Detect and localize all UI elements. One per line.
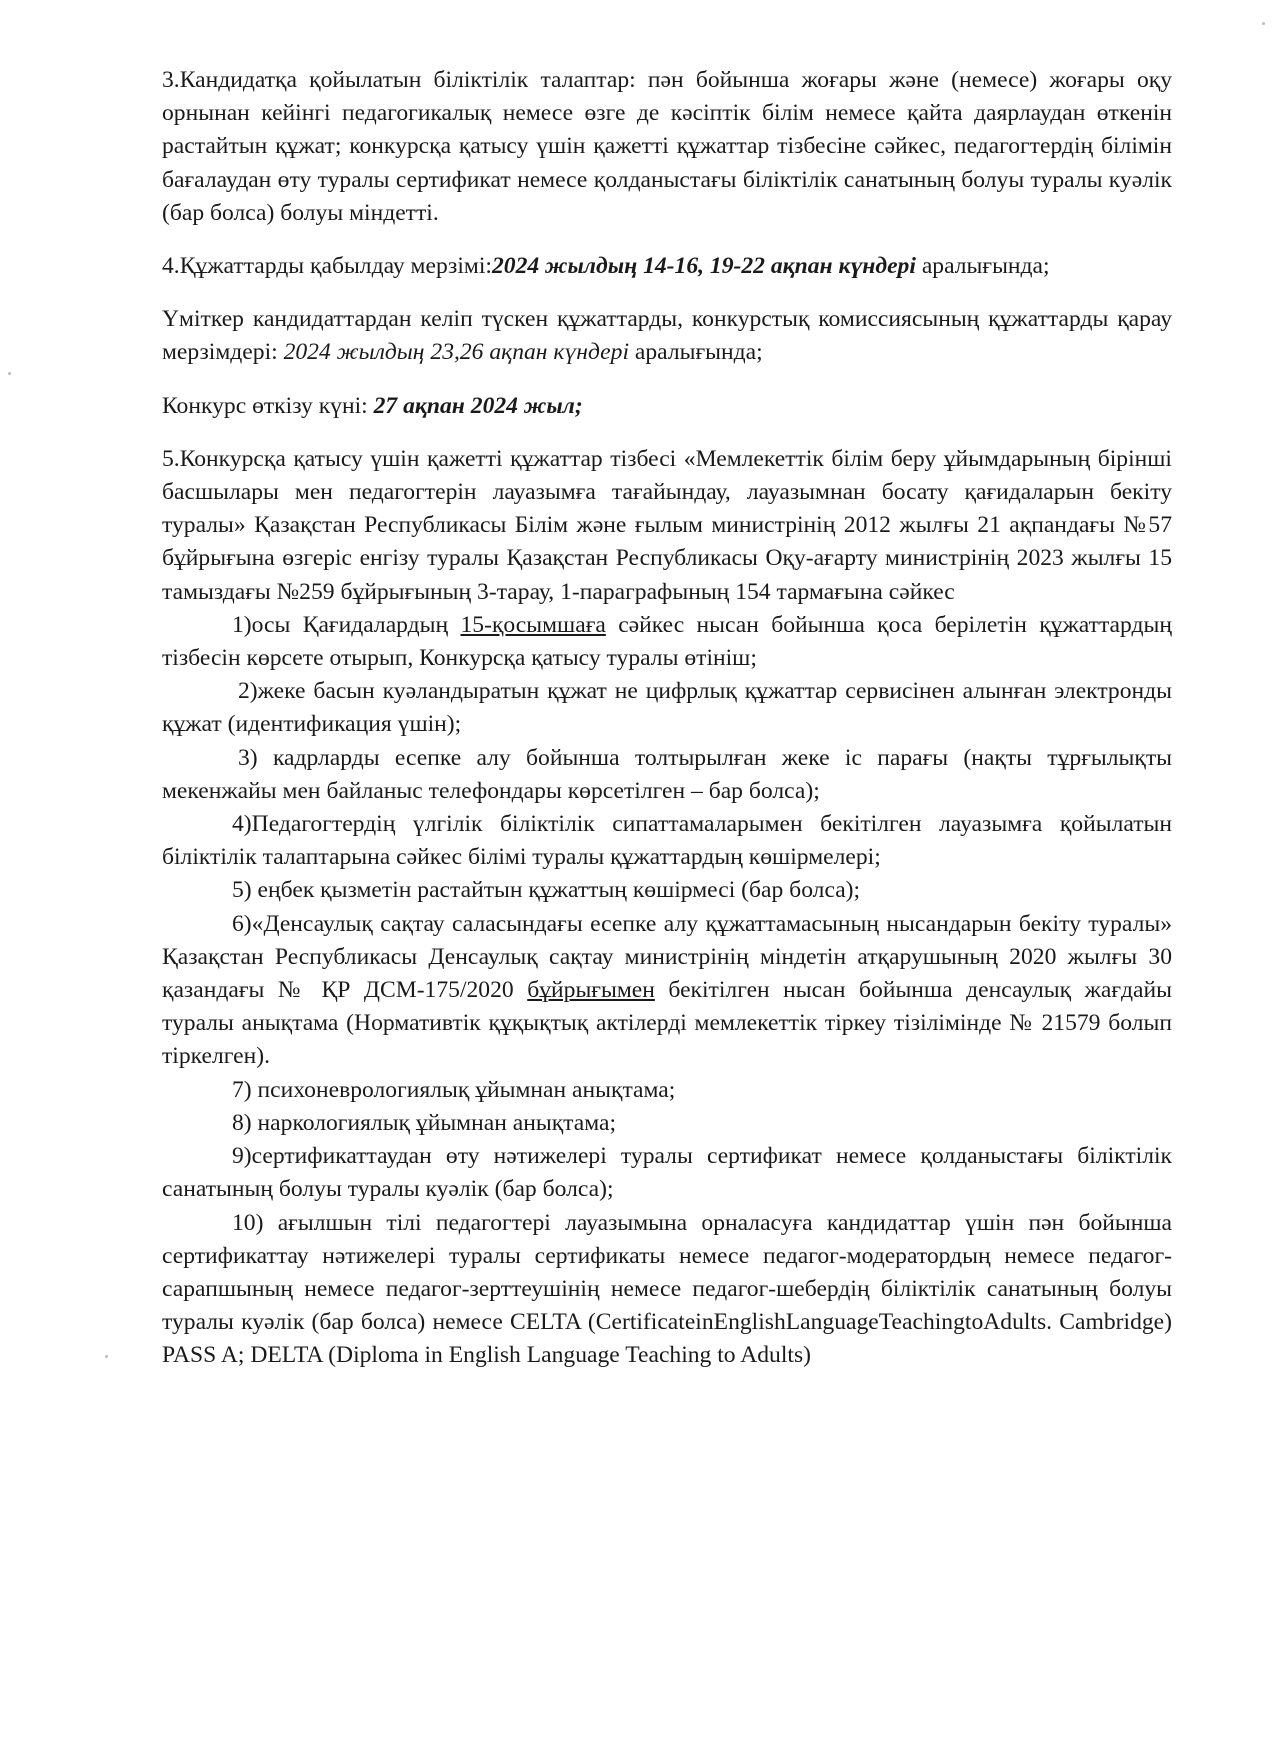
paragraph-review-dates	[162, 303, 1172, 369]
item-4-suffix: аралығында;	[915, 253, 1050, 280]
list-item-10: 10) ағылшын тілі педагогтері лауазымына орналасуға кандидаттар үшін пән бойынша сертификаттау нәтижелері туралы сертификаты немесе педагог-модератордың немесе педагог-сарапшының немесе педагог-зерттеушінің немесе педагог-шебердің біліктілік санатының болуы туралы куәлік (бар болса) немесе CELTA (CertificateinEnglishLanguageTeachingtoAdults. Cambridge) PASS A; DELTA (Diploma in English Language Teaching to Adults)	[162, 1209, 1172, 1369]
list-item-9: 9)сертификаттаудан өту нәтижелері туралы сертификат немесе қолданыстағы біліктілік санатының болуы туралы куәлік (бар болса);	[162, 1143, 1172, 1203]
review-dates: 2024 жылдың 23,26 ақпан күндері	[283, 339, 629, 366]
review-label: Үміткер кандидаттардан келіп түскен құжаттарды, конкурстық комиссиясының құжаттарды қарау мерзімдері:	[162, 306, 1172, 366]
list-item-6-prefix: 6)«Денсаулық сақтау саласындағы есепке алу құжаттамасының нысандарын бекіту туралы» Қазақстан Республикасы Денсаулық сақтау министрінің міндетін атқарушының 2020 жылғы 30 қазандағы № ҚР ДСМ-175/2020	[162, 910, 1172, 1004]
appendix-15-link[interactable]: 15-қосымшаға	[460, 611, 606, 638]
review-suffix: аралығында;	[629, 339, 763, 366]
list-item-3: 3) кадрларды есепке алу бойынша толтырылған жеке іс парағы (нақты тұрғылықты мекенжайы мен байланыс телефондары көрсетілген – бар болса);	[162, 744, 1172, 804]
paragraph-contest-date	[162, 390, 1172, 423]
list-item-4: 4)Педагогтердің үлгілік біліктілік сипаттамаларымен бекітілген лауазымға қойылатын біліктілік талаптарына сәйкес білімі туралы құжаттардың көшірмелері;	[162, 811, 1172, 871]
contest-label: Конкурс өткізу күні:	[162, 392, 374, 419]
order-link[interactable]: бұйрығымен	[527, 977, 655, 1004]
scan-speck	[1262, 22, 1265, 25]
contest-date: 27 ақпан 2024 жыл;	[373, 392, 583, 419]
list-item-7: 7) психоневрологиялық ұйымнан анықтама;	[232, 1076, 676, 1103]
paragraph-item-5: 5.Конкурсқа қатысу үшін қажетті құжаттар тізбесі «Мемлекеттік білім беру ұйымдарының бірінші басшылары мен педагогтерін лауазымға тағайындау, лауазымнан босату қағидаларын бекіту туралы» Қазақстан Республикасы Білім және ғылым министрінің 2012 жылғы 21 ақпандағы №57 бұйрығына өзгеріс енгізу туралы Қазақстан Республикасы Оқу-ағарту министрінің 2023 жылғы 15 тамыздағы №259 бұйрығының 3-тарау, 1-параграфының 154 тармағына сәйкес	[162, 445, 1172, 605]
paragraph-item-3: 3.Кандидатқа қойылатын біліктілік талаптар: пән бойынша жоғары және (немесе) жоғары оқу орнынан кейінгі педагогикалық немесе өзге де кәсіптік білім немесе қайта даярлаудан өткенін растайтын құжат; конкурсқа қатысу үшін қажетті құжаттар тізбесіне сәйкес, педагогтердің білімін бағалаудан өту туралы сертификат немесе қолданыстағы біліктілік санатының болуы туралы куәлік (бар болса) болуы міндетті.	[162, 67, 1172, 226]
list-item-1-suffix: сәйкес нысан бойынша қоса берілетін құжаттардың тізбесін көрсете отырып, Конкурсқа қатысу туралы өтініш;	[162, 611, 1172, 672]
list-item-6-suffix: бекітілген нысан бойынша денсаулық жағдайы туралы анықтама (Нормативтік құқықтық актілерді мемлекеттік тіркеу тізілімінде № 21579 болып тіркелген).	[162, 977, 1172, 1070]
paragraph-item-4	[162, 250, 1172, 283]
document-body	[162, 64, 1172, 1373]
list-item-5: 5) еңбек қызметін растайтын құжаттың көшірмесі (бар болса);	[232, 877, 861, 904]
scan-speck	[8, 372, 11, 375]
list-item-2: 2)жеке басын куәландыратын құжат не цифрлық құжаттар сервисінен алынған электронды құжат (идентификация үшін);	[162, 678, 1172, 738]
list-item-6	[162, 908, 1172, 1074]
list-item-1	[162, 609, 1172, 675]
list-item-8: 8) наркологиялық ұйымнан анықтама;	[232, 1109, 617, 1136]
item-4-dates: 2024 жылдың 14-16, 19-22 ақпан күндері	[491, 253, 916, 280]
list-item-1-prefix: 1)осы Қағидалардың	[232, 611, 461, 638]
scan-speck	[105, 1355, 108, 1358]
item-4-label: 4.Құжаттарды қабылдау мерзімі:	[162, 253, 492, 280]
